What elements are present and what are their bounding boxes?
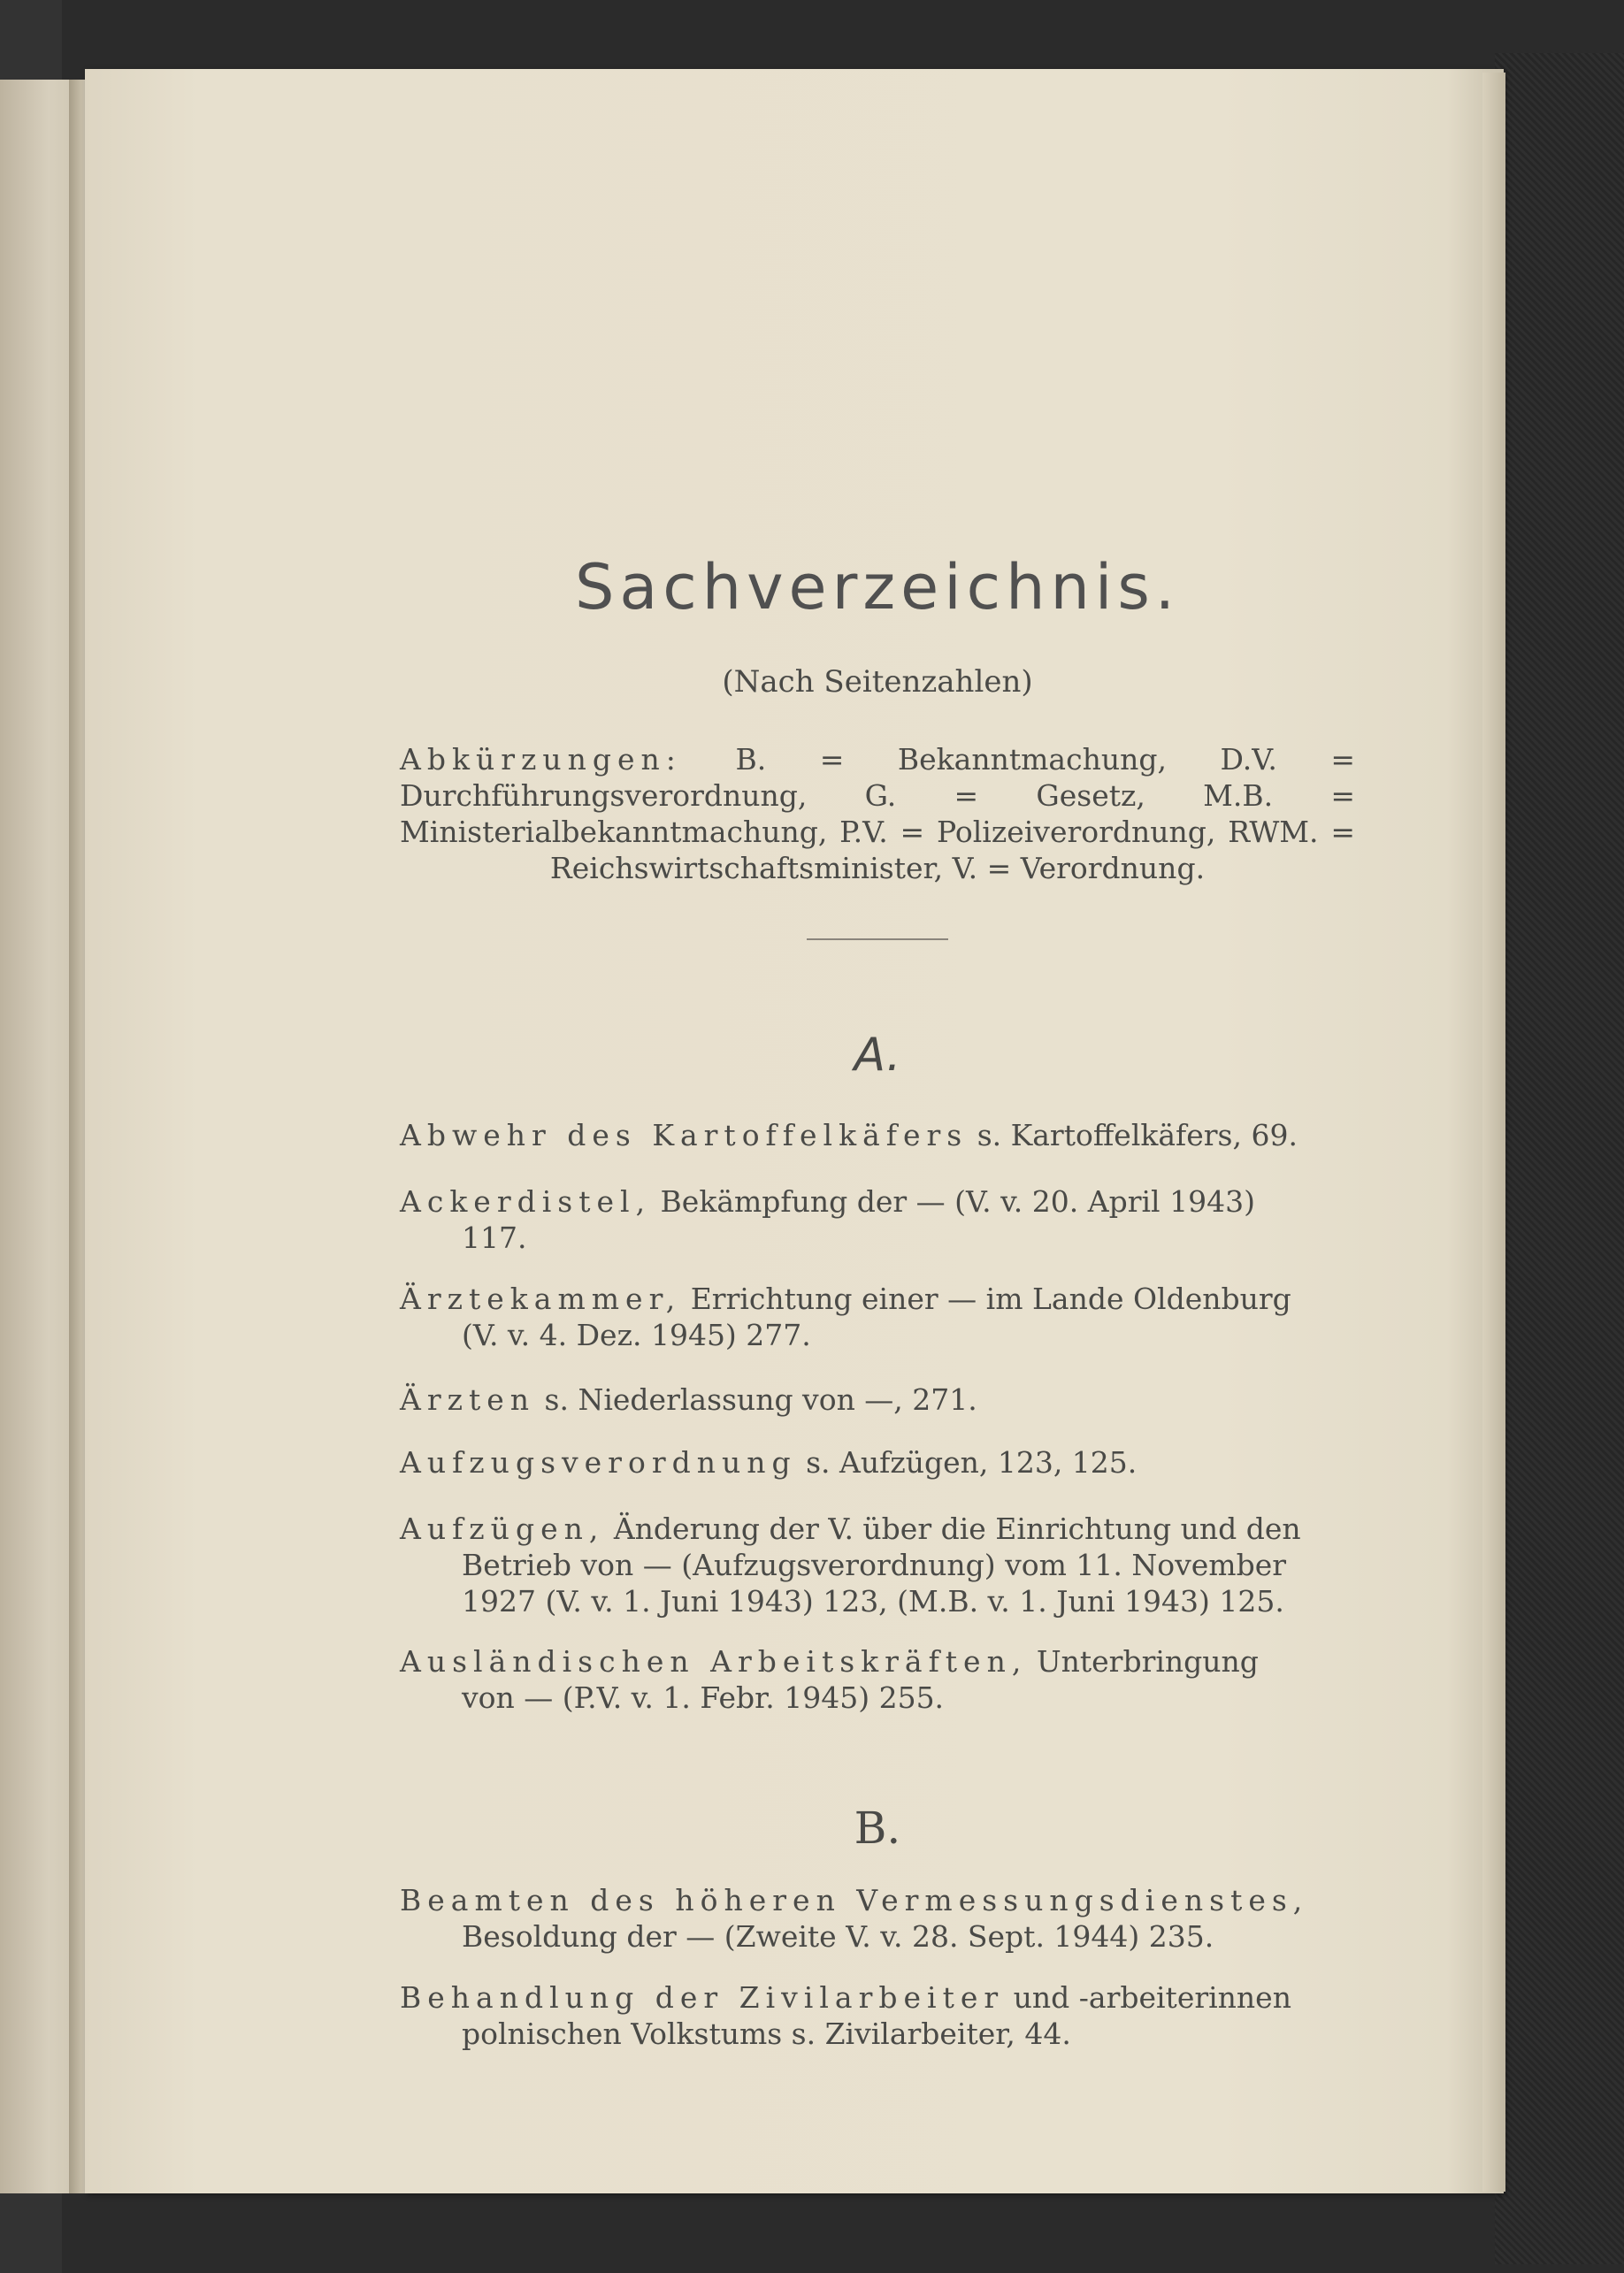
index-entry (400, 1882, 1355, 1955)
page-edge-right (1482, 73, 1505, 2192)
abbreviations-label: Abkürzungen: (400, 742, 682, 777)
index-entry (400, 1979, 1355, 2052)
entry-head: Abwehr des Kartoffelkäfers (400, 1118, 969, 1152)
page (85, 69, 1504, 2193)
index-entry (400, 1183, 1355, 1256)
entry-text: s. Aufzügen, 123, 125. (796, 1445, 1138, 1480)
index-entry (400, 1444, 1355, 1481)
entry-text: s. Kartoffelkäfers, 69. (968, 1118, 1298, 1152)
index-entry (400, 1117, 1355, 1153)
section-letter-a: A. (854, 1029, 901, 1082)
entry-head: Aufzügen, (400, 1512, 605, 1546)
index-entry (400, 1381, 1355, 1418)
page-subtitle: (Nach Seitenzahlen) (722, 664, 1033, 700)
index-entry (400, 1511, 1355, 1619)
entry-text: Unterbringung (1027, 1644, 1259, 1679)
entry-continuation: polnischen Volkstums s. Zivilarbeiter, 44. (462, 2017, 1071, 2051)
entry-text: Errichtung einer — im Lande Oldenburg (681, 1282, 1291, 1316)
entry-text: und -arbeiterinnen (1004, 1980, 1291, 2015)
entry-continuation: (V. v. 4. Dez. 1945) 277. (462, 1318, 811, 1352)
entry-head: Ärzten (400, 1382, 536, 1417)
entry-head: Ackerdistel, (400, 1184, 652, 1219)
entry-text: Änderung der V. über die Einrichtung und den (604, 1512, 1301, 1546)
entry-head: Beamten des höheren Vermessungsdienstes, (400, 1883, 1309, 1917)
entry-continuation: Besoldung der — (Zweite V. v. 28. Sept. 1944) 235. (462, 1919, 1214, 1954)
abbreviations-paragraph (400, 741, 1355, 886)
entry-head: Behandlung der Zivilarbeiter (400, 1980, 1005, 2015)
entry-continuation: von — (P.V. v. 1. Febr. 1945) 255. (462, 1680, 945, 1715)
abbreviations-text: B. = Bekanntmachung, D.V. = Durchführungsverordnung, G. = Gesetz, M.B. = Ministerialbekanntmachung, P.V. = Polizeiverordnung, RWM. = Reichswirtschaftsminister, V. = Verordnung. (400, 742, 1355, 885)
entry-head: Ausländischen Arbeitskräften, (400, 1644, 1028, 1679)
index-entry (400, 1281, 1355, 1353)
entry-text: Bekämpfung der — (V. v. 20. April 1943) (651, 1184, 1255, 1219)
section-letter-b: B. (854, 1802, 901, 1854)
book-binding-right (1495, 53, 1624, 2264)
page-title: Sachverzeichnis. (574, 551, 1181, 624)
section-divider (807, 938, 948, 940)
index-entry (400, 1643, 1355, 1716)
entry-continuation: Betrieb von — (Aufzugsverordnung) vom 11. November (462, 1548, 1286, 1582)
entry-text: s. Niederlassung von —, 271. (535, 1382, 977, 1417)
entry-head: Ärztekammer, (400, 1282, 682, 1316)
entry-continuation: 117. (462, 1221, 527, 1255)
entry-continuation: 1927 (V. v. 1. Juni 1943) 123, (M.B. v. 1. Juni 1943) 125. (462, 1584, 1284, 1619)
entry-head: Aufzugsverordnung (400, 1445, 797, 1480)
